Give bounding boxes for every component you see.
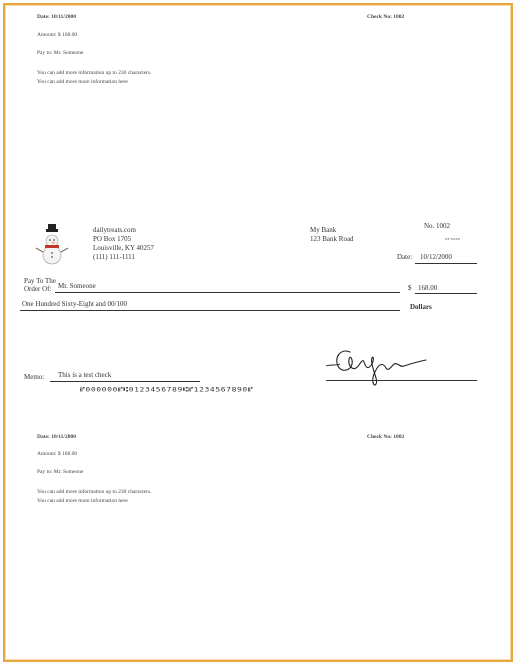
- bank-address: [310, 226, 354, 244]
- bank-street: 123 Bank Road: [310, 235, 354, 243]
- order-of-text: Order Of:: [24, 285, 52, 293]
- payee-name: Mr. Someone: [58, 282, 96, 290]
- date-label: Date:: [397, 253, 413, 261]
- stub-top-pay-to: Pay to: Mr. Someone: [37, 50, 84, 56]
- amount-words-line: [20, 310, 400, 311]
- pay-to-label: [24, 277, 56, 293]
- stub-top-info2: You can add more more information here: [37, 79, 128, 85]
- memo-label: Memo:: [24, 373, 45, 381]
- company-phone: (111) 111-1111: [93, 253, 135, 261]
- snowman-logo-icon: [34, 224, 70, 266]
- stub-bottom-pay-to: Pay to: Mr. Someone: [37, 469, 84, 475]
- amount-value: 168.00: [418, 284, 438, 292]
- stub-bottom-info2: You can add more more information here: [37, 498, 128, 504]
- check-number: No. 1002: [424, 222, 451, 230]
- company-address: [93, 226, 154, 262]
- company-po-box: PO Box 1705: [93, 235, 132, 243]
- amount-line: [415, 293, 477, 294]
- stub-bottom-info1: You can add more information up to 230 characters.: [37, 489, 152, 495]
- stub-bottom-date: Date: 10/11/2000: [37, 434, 76, 440]
- dollars-label: Dollars: [410, 303, 432, 311]
- pay-to-the-text: Pay To The: [24, 277, 56, 285]
- date-line: [415, 263, 477, 264]
- memo-line: [50, 381, 200, 382]
- memo-value: This is a test check: [58, 371, 112, 379]
- page-border: [3, 3, 513, 662]
- routing-fraction: xx-xxxx: [445, 236, 460, 241]
- date-value: 10/12/2000: [420, 253, 452, 261]
- stub-bottom-amount: Amount: $ 168.00: [37, 451, 78, 457]
- payee-line: [55, 292, 400, 293]
- micr-line: ⑈000000⑈⑆0123456789⑆⑈1234567890⑈: [80, 386, 254, 394]
- signature-icon: [322, 344, 462, 388]
- company-city: Louisville, KY 40257: [93, 244, 154, 252]
- stub-top-info1: You can add more information up to 230 characters.: [37, 70, 152, 76]
- stub-top-date: Date: 10/11/2000: [37, 14, 76, 20]
- amount-symbol: $: [408, 284, 412, 292]
- amount-in-words: One Hundred Sixty-Eight and 00/100: [22, 300, 127, 308]
- stub-bottom-check-no: Check No: 1002: [367, 434, 405, 440]
- stub-top-check-no: Check No: 1002: [367, 14, 405, 20]
- stub-top-amount: Amount: $ 168.00: [37, 32, 78, 38]
- signature-line: [326, 380, 477, 381]
- bank-name: My Bank: [310, 226, 337, 234]
- company-name: dailytreats.com: [93, 226, 136, 234]
